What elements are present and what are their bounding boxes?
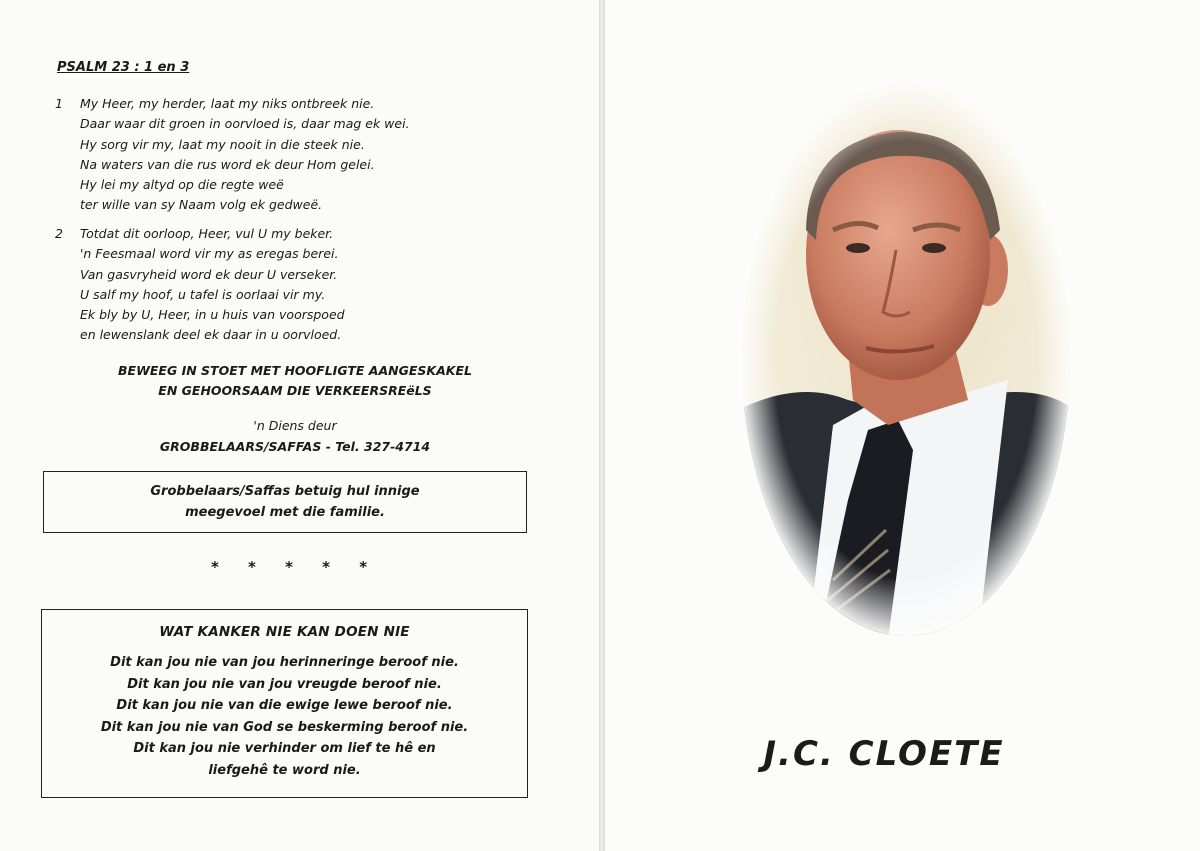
deceased-name: J.C. CLOETE [763, 734, 1005, 774]
verse-number: 1 [55, 96, 63, 111]
notice-line: EN GEHOORSAAM DIE VERKEERSREëLS [158, 383, 432, 398]
verse-line: Totdat dit oorloop, Heer, vul U my beker. [80, 226, 334, 241]
verse-line: ter wille van sy Naam volg ek gedweë. [80, 197, 323, 213]
condolence-line: meegevoel met die familie. [185, 505, 385, 520]
service-company: GROBBELAARS/SAFFAS - Tel. 327-4714 [159, 439, 431, 454]
traffic-notice [40, 361, 550, 401]
condolence-line: Grobbelaars/Saffas betuig hul innige [150, 484, 420, 499]
verse-line: Van gasvryheid word ek deur U verseker. [80, 266, 338, 282]
service-credit [40, 415, 550, 457]
portrait-illustration [738, 80, 1074, 640]
verse-line: 'n Feesmaal word vir my as eregas berei. [80, 246, 339, 262]
verse-line: U salf my hoof, u tafel is oorlaai vir my. [80, 286, 326, 302]
verse-line: Hy sorg vir my, laat my nooit in die steek nie. [80, 136, 365, 152]
verse-line: Ek bly by U, Heer, in u huis van voorspoed [80, 307, 345, 323]
poem-line: Dit kan jou nie van jou herinneringe beroof nie. [110, 655, 459, 670]
page-fold [599, 0, 605, 851]
verse-number: 2 [55, 226, 63, 241]
verse-line: Daar waar dit groen in oorvloed is, daar mag ek wei. [80, 116, 410, 132]
verse-line: en lewenslank deel ek daar in u oorvloed. [80, 327, 342, 343]
psalm-verse-2 [55, 224, 345, 346]
poem-title: WAT KANKER NIE KAN DOEN NIE [159, 624, 410, 640]
service-by: 'n Diens deur [253, 418, 337, 433]
poem-line: Dit kan jou nie van jou vreugde beroof nie. [127, 676, 442, 692]
psalm-verse-1 [55, 94, 410, 216]
poem-box [41, 609, 528, 798]
verse-line: Hy lei my altyd op die regte weë [80, 177, 284, 193]
verse-line: Na waters van die rus word ek deur Hom gelei. [80, 156, 375, 172]
verse-line: My Heer, my herder, laat my niks ontbreek nie. [80, 96, 375, 111]
poem-line: Dit kan jou nie verhinder om lief te hê en [133, 741, 436, 756]
portrait-photo [738, 80, 1074, 640]
poem-line: Dit kan jou nie van God se beskerming beroof nie. [100, 719, 469, 735]
poem-line: Dit kan jou nie van die ewige lewe beroof nie. [116, 698, 453, 713]
notice-line: BEWEEG IN STOET MET HOOFLIGTE AANGESKAKEL [118, 363, 472, 378]
psalm-title: PSALM 23 : 1 en 3 [57, 60, 190, 75]
poem-line: liefgehê te word nie. [208, 762, 361, 778]
star-separator: * * * * * [210, 558, 380, 576]
condolence-box [43, 471, 527, 533]
